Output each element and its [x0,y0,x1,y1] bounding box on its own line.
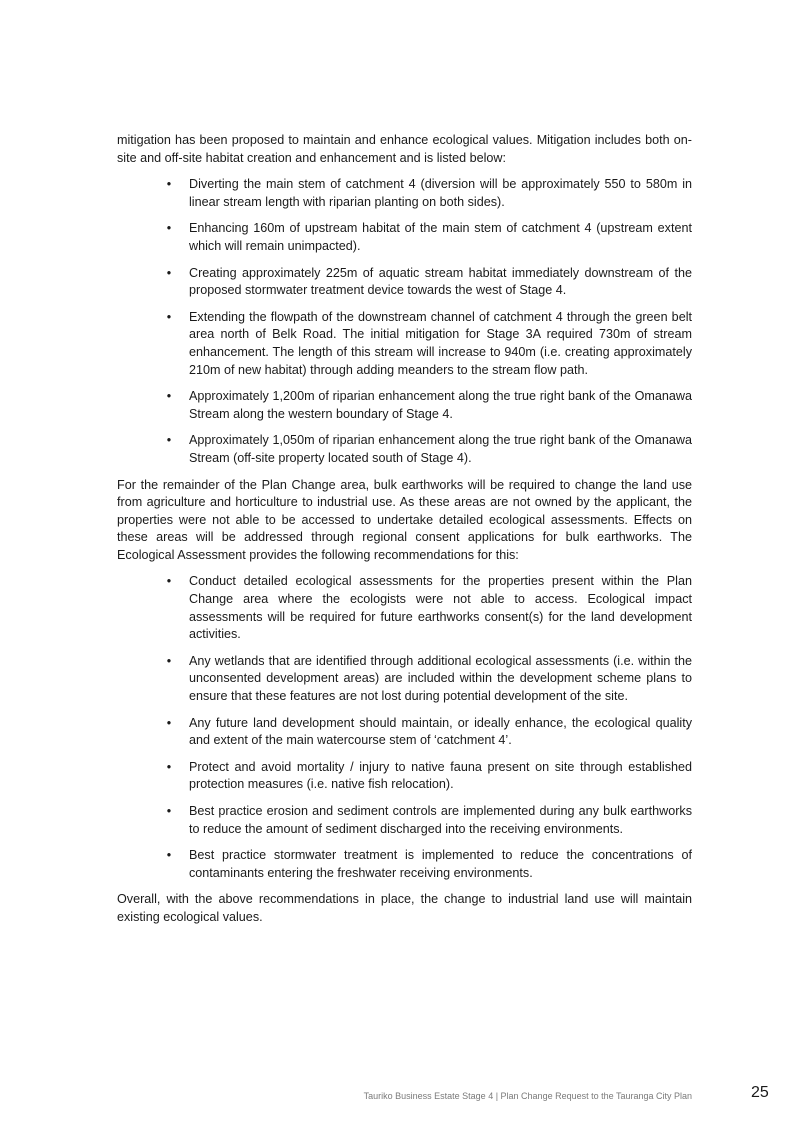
bullet-icon: • [166,265,172,280]
list-item [117,265,692,300]
footer-title: Tauriko Business Estate Stage 4 | Plan Change Request to the Tauranga City Plan [363,1091,692,1101]
list-item [117,388,692,423]
list-item [117,432,692,467]
list-item [117,309,692,379]
remainder-paragraph: For the remainder of the Plan Change area, bulk earthworks will be required to change the land use from agriculture and horticulture to industrial use. As these areas are not owned by the applicant, the properties were not able to be accessed to undertake detailed ecological assessments. Effects on these areas will be addressed through regional consent applications for bulk earthworks. The Ecological Assessment provides the following recommendations for this: [117,477,692,562]
recommendation-list [117,573,692,882]
intro-paragraph: mitigation has been proposed to maintain and enhance ecological values. Mitigation includes both on-site and off-site habitat creation and enhancement and is listed below: [117,133,692,165]
bullet-icon: • [166,804,172,818]
list-item [117,573,692,643]
list-item-text: Best practice stormwater treatment is implemented to reduce the concentrations of contaminants entering the freshwater receiving environments. [189,848,692,880]
bullet-icon: • [166,309,172,324]
bullet-icon: • [166,574,172,589]
list-item-text: Protect and avoid mortality / injury to native fauna present on site through established protection measures (i.e. native fish relocation). [189,759,692,792]
list-item-text: Any wetlands that are identified through additional ecological assessments (i.e. within the unconsented development areas) are included within the development scheme plans to ensure that these features are not lost during potential development of the site. [189,653,692,704]
list-item-text: Approximately 1,050m of riparian enhancement along the true right bank of the Omanawa Stream (off-site property located south of Stage 4). [189,433,692,465]
page-number: 25 [751,1084,769,1101]
conclusion-paragraph: Overall, with the above recommendations in place, the change to industrial land use will maintain existing ecological values. [117,892,692,924]
list-item-text: Creating approximately 225m of aquatic stream habitat immediately downstream of the proposed stormwater treatment device towards the west of Stage 4. [189,265,692,298]
document-body [117,132,692,936]
list-item-text: Approximately 1,200m of riparian enhancement along the true right bank of the Omanawa Stream along the western boundary of Stage 4. [189,389,692,421]
list-item-text: Conduct detailed ecological assessments for the properties present within the Plan Change area where the ecologists were not able to access. Ecological impact assessments will be required for future earthworks consent(s) for the land development activities. [189,574,692,642]
list-item [117,759,692,794]
list-item-text: Enhancing 160m of upstream habitat of the main stem of catchment 4 (upstream extent which will remain unimpacted). [189,221,692,253]
list-item [117,220,692,255]
list-item-text: Any future land development should maintain, or ideally enhance, the ecological quality and extent of the main watercourse stem of ‘catchment 4’. [189,715,692,748]
bullet-icon: • [166,177,172,192]
list-item [117,803,692,838]
list-item-text: Extending the flowpath of the downstream channel of catchment 4 through the green belt area north of Belk Road. The initial mitigation for Stage 3A required 730m of stream enhancement. The length of this stream will increase to 940m (i.e. creating approximately 210m of new habitat) through adding meanders to the stream flow path. [189,309,692,377]
bullet-icon: • [166,653,172,668]
bullet-icon: • [166,848,172,863]
list-item-text: Best practice erosion and sediment controls are implemented during any bulk earthworks to reduce the amount of sediment discharged into the receiving environments. [189,804,692,836]
list-item [117,715,692,750]
list-item-text: Diverting the main stem of catchment 4 (diversion will be approximately 550 to 580m in linear stream length with riparian planting on both sides). [189,177,692,209]
mitigation-list [117,176,692,467]
list-item [117,176,692,211]
bullet-icon: • [166,221,172,236]
list-item [117,847,692,882]
bullet-icon: • [166,759,172,774]
bullet-icon: • [166,433,172,448]
bullet-icon: • [166,389,172,404]
bullet-icon: • [166,715,172,730]
list-item [117,653,692,706]
